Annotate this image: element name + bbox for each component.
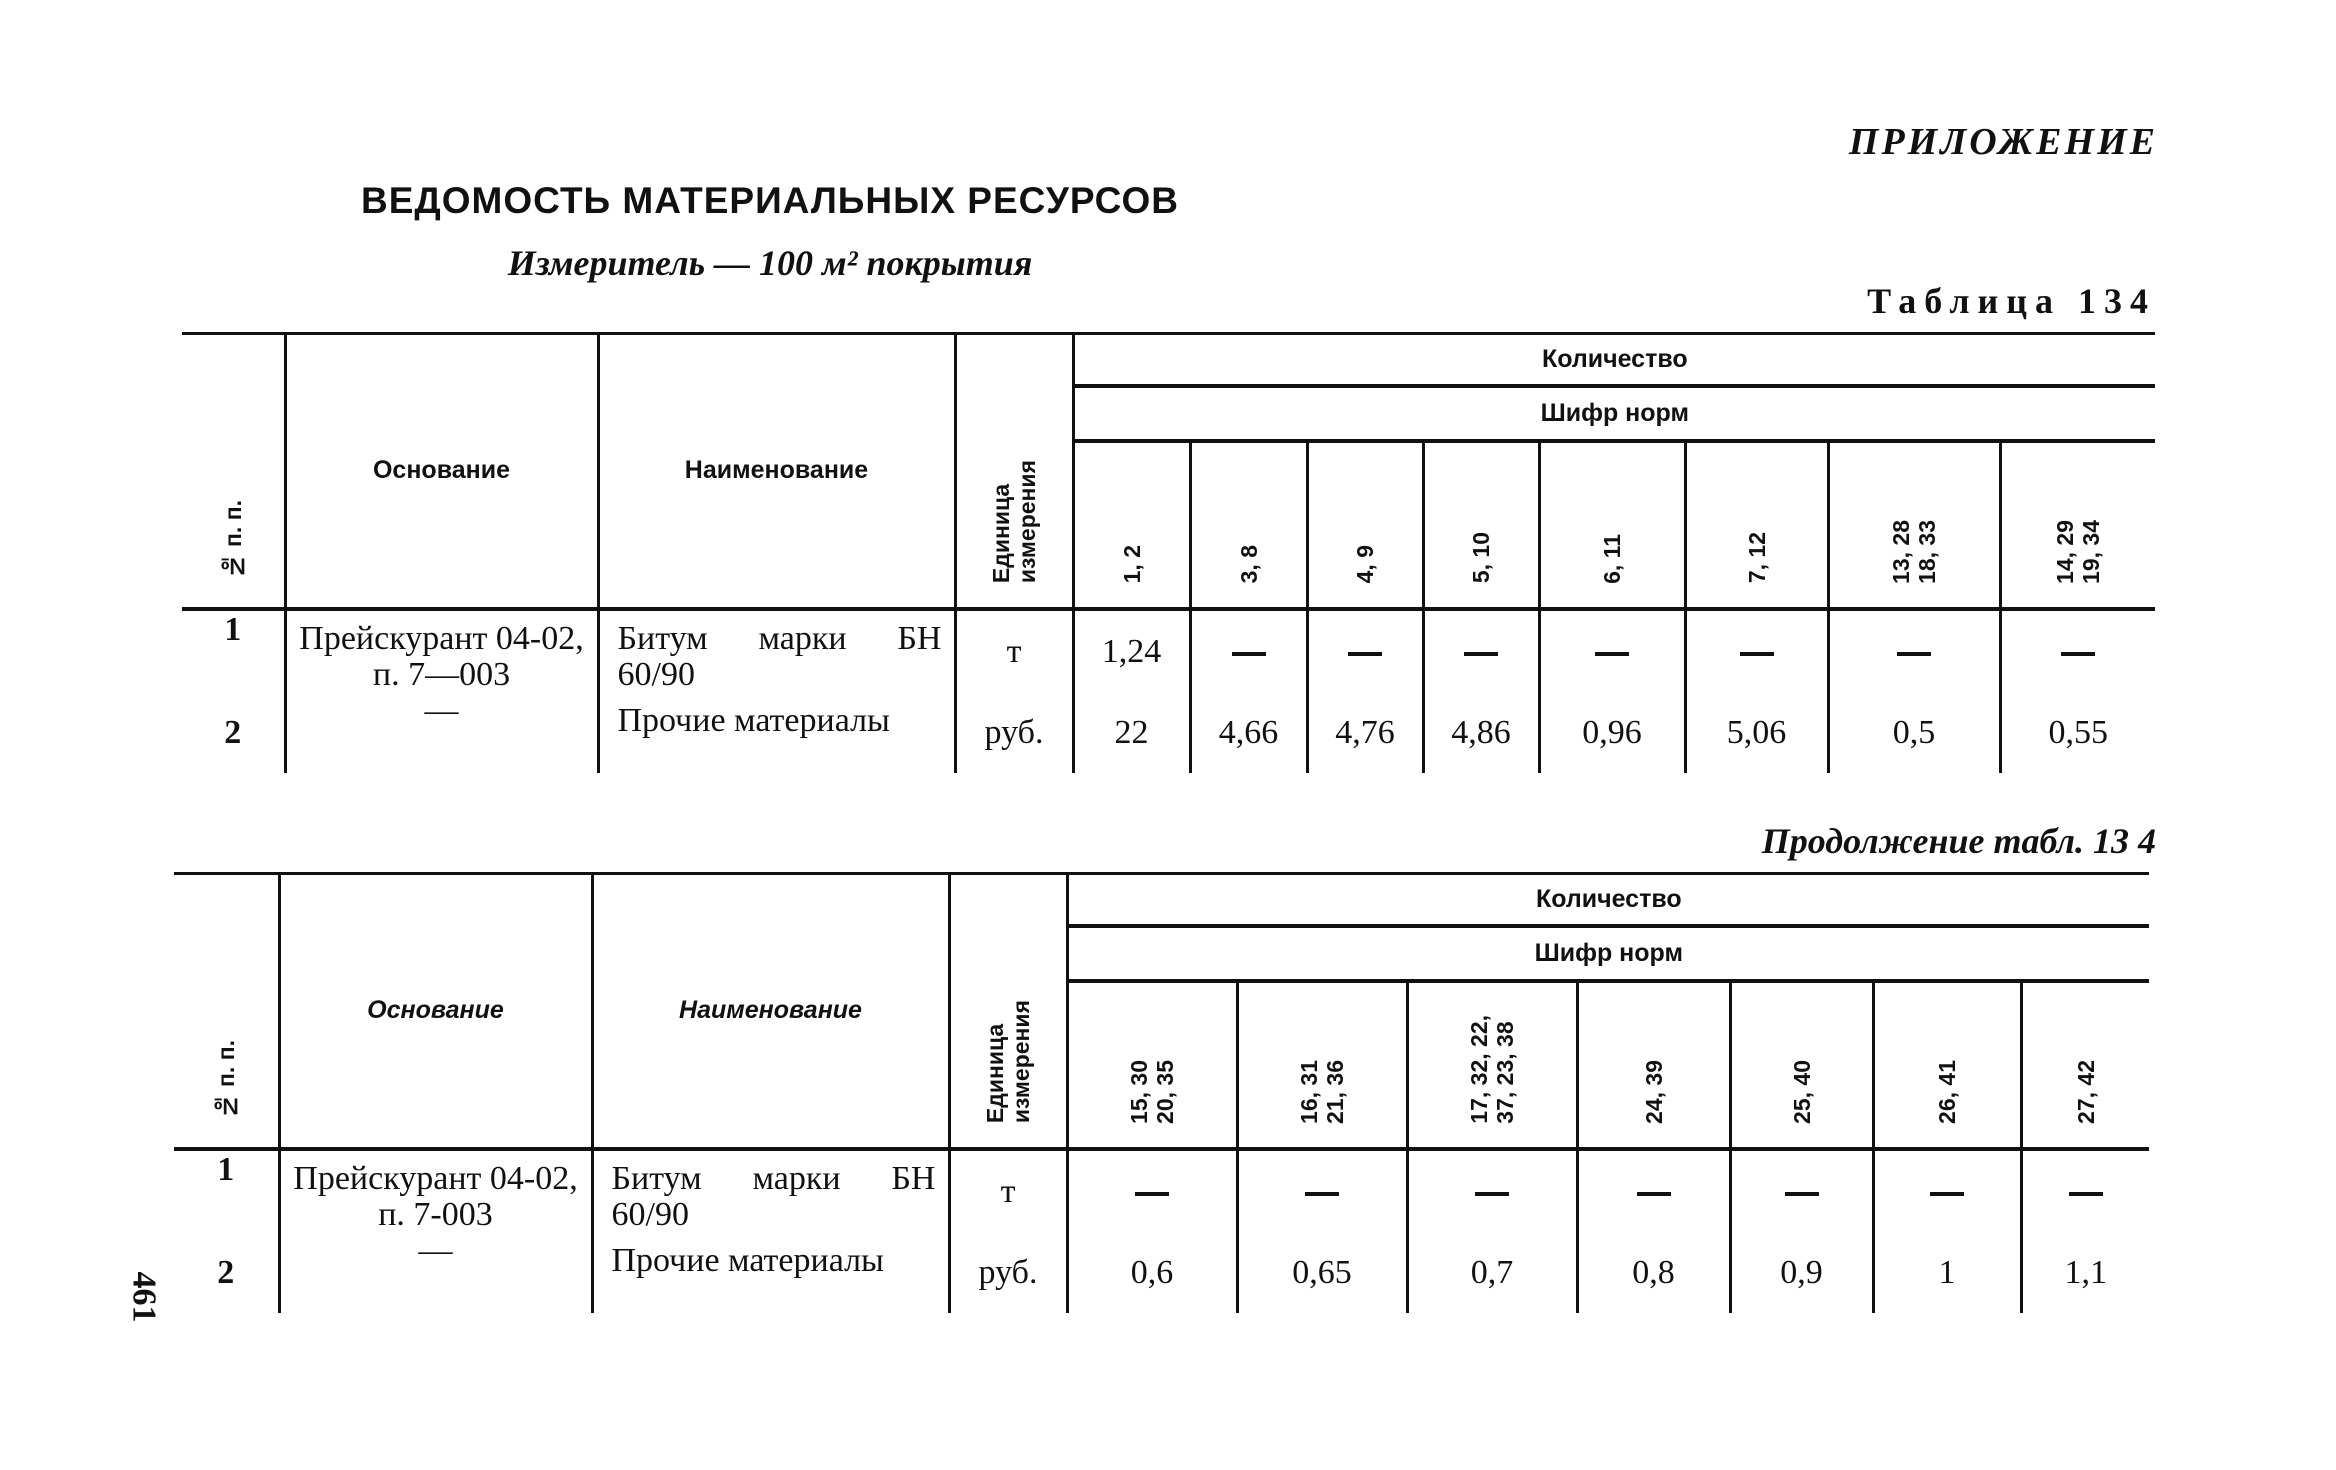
quantity-cell (2000, 693, 2155, 773)
code-header-cell (1067, 981, 1237, 1149)
resource-table-134-continued (174, 872, 2149, 1313)
quantity-cell (1577, 1149, 1730, 1233)
basis-cell (279, 1233, 592, 1313)
quantity-cell (1407, 1149, 1577, 1233)
quantity-value: 0,9 (1780, 1253, 1823, 1291)
dash-mark (1348, 652, 1382, 656)
basis-text: Прейскурант 04-02, п. 7-003 (293, 1159, 578, 1233)
basis-cell (279, 1149, 592, 1233)
quantity-cell (1307, 609, 1423, 693)
header-quantity: Количество (1073, 334, 2155, 386)
row-number: 1 (224, 610, 242, 648)
norm-code: 3, 8 (1235, 545, 1262, 584)
code-header-cell (1873, 981, 2021, 1149)
basis-text: — (418, 1231, 453, 1269)
dash-mark (1305, 1192, 1339, 1196)
header-num-cell (182, 334, 285, 609)
norm-code: 6, 11 (1599, 533, 1625, 584)
dash-mark (1135, 1192, 1169, 1196)
quantity-value: 5,06 (1726, 713, 1787, 751)
measure-unit: Измеритель — 100 м² покрытия (507, 243, 1033, 283)
quantity-value: 0,7 (1470, 1253, 1514, 1291)
header-num: № п. п. (212, 1040, 239, 1120)
quantity-cell (1539, 693, 1685, 773)
header-cipher: Шифр норм (1073, 386, 2155, 441)
header-quantity: Количество (1067, 874, 2149, 926)
basis-cell (285, 693, 598, 773)
table-row (174, 1233, 2149, 1313)
quantity-value: 0,96 (1582, 713, 1642, 751)
norm-code: 15, 30 20, 35 (1126, 1059, 1178, 1124)
quantity-value: 4,76 (1335, 713, 1395, 751)
dash-mark (1232, 652, 1266, 656)
header-unit: Единица измерения (988, 460, 1040, 584)
appendix-label: ПРИЛОЖЕНИЕ (1848, 121, 2158, 163)
unit-cell: руб. (949, 1233, 1067, 1313)
header-unit-cell (955, 334, 1073, 609)
norm-code: 7, 12 (1743, 532, 1770, 584)
dash-mark (1595, 652, 1629, 656)
name-text: Битум марки БН 60/90 (611, 1159, 936, 1233)
quantity-cell (1307, 693, 1423, 773)
code-header-cell (2021, 981, 2149, 1149)
dash-mark (1897, 652, 1931, 656)
quantity-cell (1407, 1233, 1577, 1313)
quantity-value: 1,1 (2064, 1253, 2108, 1291)
dash-mark (2061, 652, 2095, 656)
code-header-cell (1828, 441, 2000, 609)
quantity-cell (2021, 1233, 2149, 1313)
quantity-cell (1423, 693, 1539, 773)
quantity-value: 4,66 (1218, 713, 1279, 751)
name-text: Прочие материалы (617, 701, 890, 739)
continuation-label: Продолжение табл. 13 4 (1761, 821, 2156, 861)
code-header-cell (1307, 441, 1423, 609)
name-cell (592, 1149, 949, 1233)
dash-mark (1930, 1192, 1964, 1196)
table-row (182, 693, 2155, 773)
document-title: ВЕДОМОСТЬ МАТЕРИАЛЬНЫХ РЕСУРСОВ (361, 180, 1179, 221)
dash-mark (1475, 1192, 1509, 1196)
quantity-cell (1237, 1149, 1407, 1233)
quantity-cell (2000, 609, 2155, 693)
row-number: 1 (217, 1150, 235, 1188)
quantity-cell (1073, 609, 1190, 693)
header-name: Наименование (598, 334, 955, 609)
quantity-cell (1828, 609, 2000, 693)
table-row (174, 1149, 2149, 1233)
quantity-cell (1237, 1233, 1407, 1313)
name-cell (598, 609, 955, 693)
quantity-value: 0,5 (1892, 713, 1936, 751)
dash-mark (2069, 1192, 2103, 1196)
quantity-cell (1539, 609, 1685, 693)
norm-code: 5, 10 (1468, 532, 1494, 584)
norm-code: 1, 2 (1118, 545, 1145, 584)
table-row (182, 609, 2155, 693)
unit-cell: т (949, 1149, 1067, 1233)
quantity-value: 4,86 (1451, 713, 1511, 751)
quantity-cell (1685, 609, 1828, 693)
page-number: 461 (125, 1271, 163, 1323)
code-header-cell (1237, 981, 1407, 1149)
quantity-cell (2021, 1149, 2149, 1233)
code-header-cell (1423, 441, 1539, 609)
norm-code: 25, 40 (1788, 1059, 1815, 1124)
row-number: 2 (224, 713, 242, 751)
norm-code: 13, 28 18, 33 (1888, 519, 1940, 584)
header-unit-cell (949, 874, 1067, 1149)
dash-mark (1740, 652, 1774, 656)
norm-code: 27, 42 (2072, 1059, 2099, 1124)
quantity-value: 0,8 (1632, 1253, 1675, 1291)
code-header-cell (1730, 981, 1873, 1149)
norm-code: 24, 39 (1640, 1059, 1667, 1124)
quantity-value: 0,55 (2048, 713, 2109, 751)
header-name: Наименование (592, 874, 949, 1149)
dash-mark (1637, 1192, 1671, 1196)
quantity-cell (1067, 1149, 1237, 1233)
quantity-value: 22 (1114, 713, 1149, 751)
quantity-value: 0,6 (1130, 1253, 1174, 1291)
quantity-value: 1,24 (1101, 632, 1162, 670)
code-header-cell (1073, 441, 1190, 609)
quantity-cell (1730, 1149, 1873, 1233)
header-num-cell (174, 874, 279, 1149)
unit-cell: руб. (955, 693, 1073, 773)
basis-cell (285, 609, 598, 693)
code-header-cell (1407, 981, 1577, 1149)
norm-code: 16, 31 21, 36 (1296, 1059, 1348, 1124)
table-number: Таблица 134 (1867, 281, 2156, 321)
quantity-cell (1873, 1233, 2021, 1313)
code-header-cell (1190, 441, 1307, 609)
dash-mark (1464, 652, 1498, 656)
quantity-cell (1873, 1149, 2021, 1233)
code-header-cell (2000, 441, 2155, 609)
name-cell (592, 1233, 949, 1313)
quantity-value: 1 (1938, 1253, 1956, 1291)
quantity-cell (1190, 609, 1307, 693)
header-unit: Единица измерения (982, 1000, 1034, 1124)
header-num: № п. п. (219, 500, 246, 580)
quantity-cell (1190, 693, 1307, 773)
basis-text: — (424, 691, 459, 729)
quantity-cell (1685, 693, 1828, 773)
basis-text: Прейскурант 04-02, п. 7—003 (299, 619, 584, 693)
quantity-cell (1730, 1233, 1873, 1313)
norm-code: 26, 41 (1934, 1059, 1960, 1124)
unit-cell: т (955, 609, 1073, 693)
resource-table-134 (182, 332, 2155, 773)
header-basis: Основание (285, 334, 598, 609)
norm-code: 17, 32, 22, 37, 23, 38 (1466, 1014, 1518, 1124)
norm-code: 4, 9 (1352, 545, 1378, 584)
row-number: 2 (217, 1253, 235, 1291)
code-header-cell (1685, 441, 1828, 609)
name-text: Битум марки БН 60/90 (617, 619, 942, 693)
code-header-cell (1539, 441, 1685, 609)
quantity-cell (1073, 693, 1190, 773)
quantity-cell (1423, 609, 1539, 693)
header-basis: Основание (279, 874, 592, 1149)
quantity-cell (1577, 1233, 1730, 1313)
code-header-cell (1577, 981, 1730, 1149)
name-text: Прочие материалы (611, 1241, 884, 1279)
header-cipher: Шифр норм (1067, 926, 2149, 981)
quantity-value: 0,65 (1292, 1253, 1352, 1291)
quantity-cell (1067, 1233, 1237, 1313)
quantity-cell (1828, 693, 2000, 773)
norm-code: 14, 29 19, 34 (2052, 519, 2105, 584)
name-cell (598, 693, 955, 773)
dash-mark (1785, 1192, 1819, 1196)
